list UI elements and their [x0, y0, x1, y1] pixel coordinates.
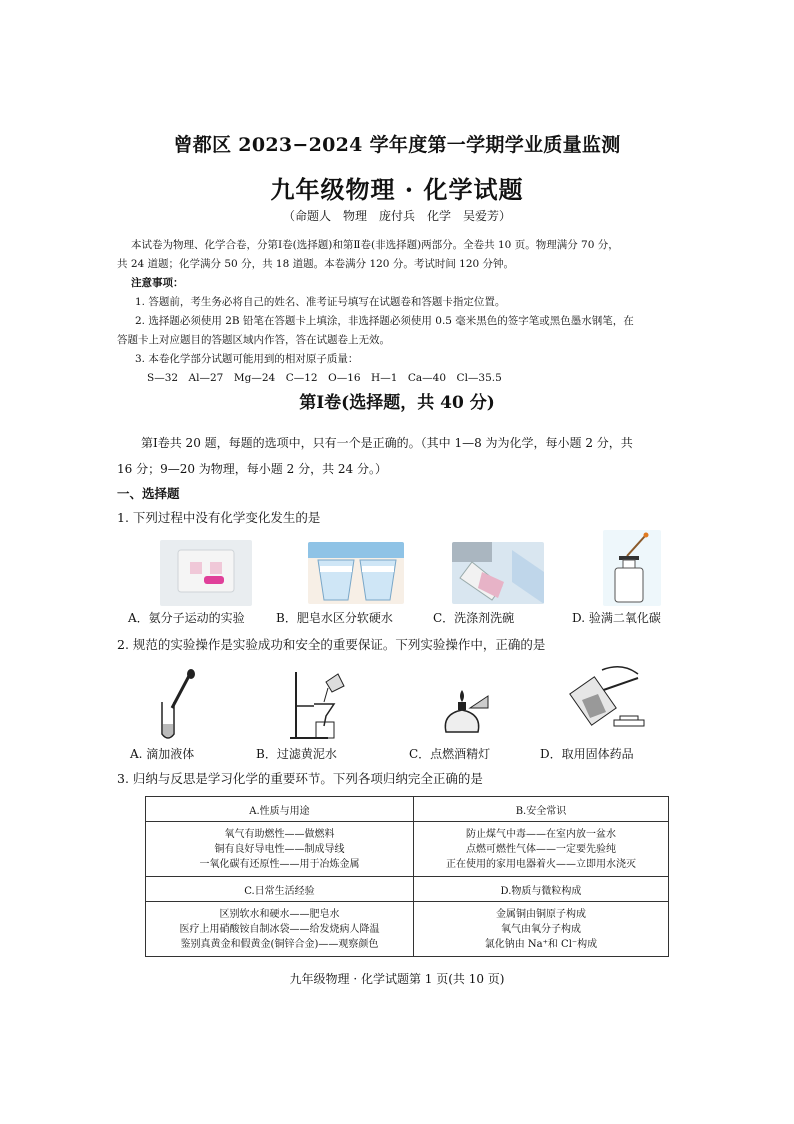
dropper-test-tube-figure — [150, 668, 200, 742]
part1-desc-line: 第Ⅰ卷共 20 题，每题的选项中，只有一个是正确的。（其中 1—8 为为化学，每小题 2 分，共 — [141, 436, 633, 450]
alcohol-lamp-figure — [436, 686, 492, 738]
cell-line: 氯化钠由 Na⁺和 Cl⁻构成 — [484, 938, 598, 950]
cell-line: 防止煤气中毒——在室内放一盆水 — [465, 828, 616, 840]
part1-title: 第Ⅰ卷(选择题，共 40 分) — [299, 393, 495, 413]
cell-b-head: B.安全常识 — [413, 797, 668, 822]
cell-line: 区别软水和硬水——肥皂水 — [219, 908, 340, 920]
part1-description — [117, 430, 679, 482]
carbon-dioxide-test-figure — [603, 530, 661, 606]
cell-line: 金属铜由铜原子构成 — [495, 908, 586, 920]
note-item: 答题卡上对应题目的答题区域内作答，答在试题卷上无效。 — [117, 334, 390, 346]
note-item: 2. 选择题必须使用 2B 铅笔在答题卡上填涂，非选择题必须使用 0.5 毫米黑色的签字笔或黑色墨水钢笔，在 — [135, 315, 634, 327]
cell-a-body — [146, 822, 414, 877]
cell-b-body — [413, 822, 668, 877]
q1-option-b: B．肥皂水区分软硬水 — [276, 611, 393, 625]
cell-a-head: A.性质与用途 — [146, 797, 414, 822]
cell-line: 医疗上用硝酸铵自制冰袋——给发烧病人降温 — [179, 923, 380, 935]
cell-line: 正在使用的家用电器着火——立即用水浇灭 — [445, 858, 636, 870]
section-heading: 一、选择题 — [117, 486, 180, 501]
cell-c-head: C.日常生活经验 — [146, 877, 414, 902]
question-3-stem: 3. 归纳与反思是学习化学的重要环节。下列各项归纳完全正确的是 — [117, 771, 483, 786]
question-2-stem: 2. 规范的实验操作是实验成功和安全的重要保证。下列实验操作中，正确的是 — [117, 637, 546, 652]
ammonia-experiment-figure — [160, 540, 252, 606]
notes-heading: 注意事项： — [131, 277, 184, 289]
cell-line: 氧气有助燃性——做燃料 — [224, 828, 335, 840]
cell-line: 点燃可燃性气体——一定要先验纯 — [465, 843, 616, 855]
q1-option-a: A．氨分子运动的实验 — [128, 611, 245, 625]
q2-option-b: B．过滤黄泥水 — [256, 747, 337, 761]
filtration-figure — [288, 668, 348, 742]
cell-line: 鉴别真黄金和假黄金(铜锌合金)——观察颜色 — [180, 938, 379, 950]
cell-d-head: D.物质与微粒构成 — [413, 877, 668, 902]
note-item: 3. 本卷化学部分试题可能用到的相对原子质量： — [135, 353, 359, 365]
cell-c-body — [146, 902, 414, 957]
note-item: 1. 答题前，考生务必将自己的姓名、准考证号填写在试题卷和答题卡指定位置。 — [135, 296, 506, 308]
solid-reagent-figure — [562, 660, 652, 738]
soap-water-figure — [308, 542, 404, 604]
exam-authors: （命题人 物理 庞付兵 化学 吴爱芳） — [282, 209, 511, 223]
intro-line: 本试卷为物理、化学合卷，分第Ⅰ卷(选择题)和第Ⅱ卷(非选择题)两部分。全卷共 10 页。物理满分 70 分， — [131, 239, 619, 251]
exam-title: 曾都区 2023−2024 学年度第一学期学业质量监测 — [173, 134, 621, 156]
atomic-masses: S—32 Al—27 Mg—24 C—12 O—16 H—1 Ca—40 Cl—35.5 — [147, 372, 502, 384]
exam-notes — [117, 274, 679, 388]
q1-option-c: C．洗涤剂洗碗 — [433, 611, 515, 625]
dish-washing-figure — [452, 542, 544, 604]
cell-line: 一氧化碳有还原性——用于冶炼金属 — [199, 858, 360, 870]
summary-table — [145, 796, 669, 957]
exam-subtitle: 九年级物理 · 化学试题 — [270, 175, 524, 204]
exam-intro — [117, 236, 679, 274]
intro-line: 共 24 道题；化学满分 50 分，共 18 道题。本卷满分 120 分。考试时间 120 分钟。 — [117, 258, 515, 270]
q2-option-d: D．取用固体药品 — [540, 747, 634, 761]
q1-option-d: D. 验满二氧化碳 — [572, 611, 661, 625]
cell-line: 氧气由氧分子构成 — [500, 923, 581, 935]
cell-line: 铜有良好导电性——制成导线 — [214, 843, 345, 855]
q2-option-a: A. 滴加液体 — [130, 747, 195, 761]
cell-d-body — [413, 902, 668, 957]
question-1-stem: 1. 下列过程中没有化学变化发生的是 — [117, 510, 321, 525]
part1-desc-line: 16 分；9—20 为物理，每小题 2 分，共 24 分。） — [117, 462, 387, 476]
page-footer: 九年级物理 · 化学试题第 1 页(共 10 页) — [289, 972, 505, 986]
q2-option-c: C．点燃酒精灯 — [409, 747, 491, 761]
